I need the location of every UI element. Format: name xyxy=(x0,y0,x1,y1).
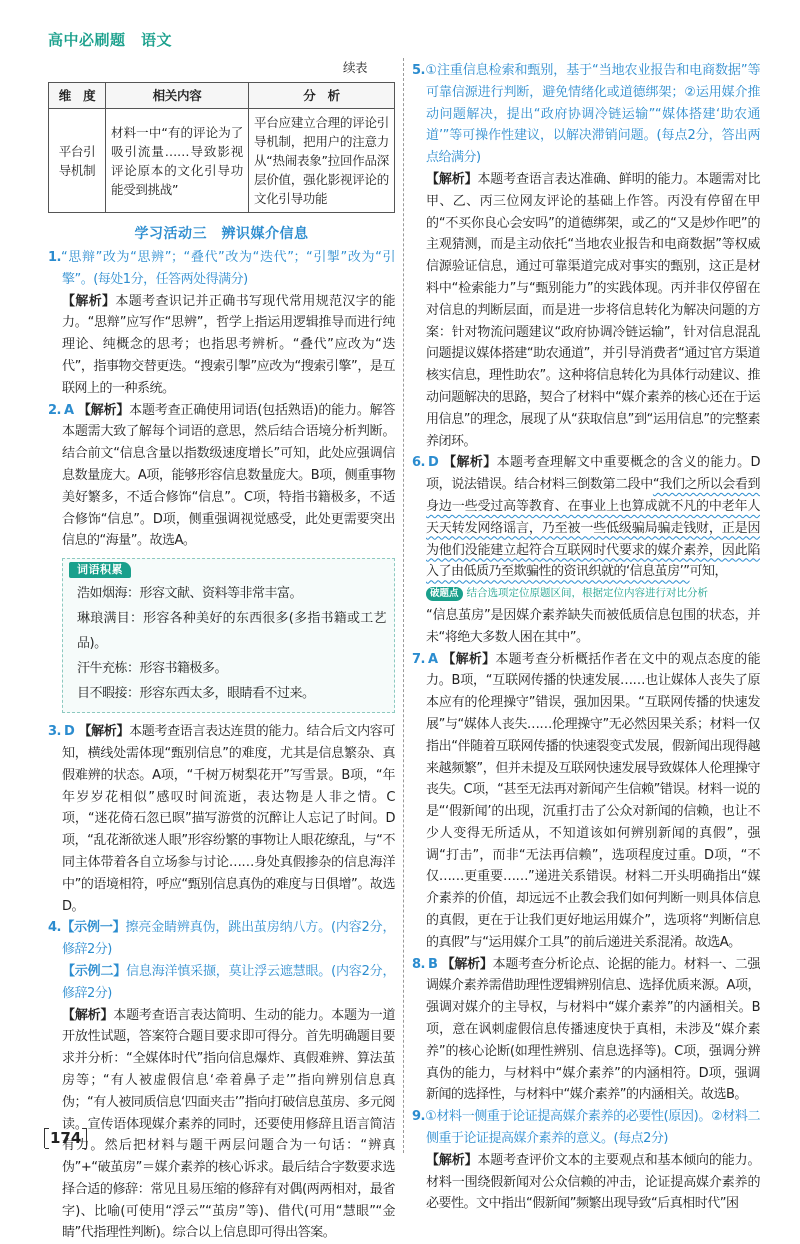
answer-choice: A xyxy=(63,402,74,418)
example-label: 【示例二】 xyxy=(62,963,127,979)
question-1 xyxy=(48,247,395,400)
analysis-paragraph xyxy=(48,721,395,917)
example-line xyxy=(48,917,395,961)
table-header-cell: 维 度 xyxy=(49,83,106,109)
analysis-label: 【解析】 xyxy=(62,1007,114,1023)
analysis-paragraph xyxy=(48,400,395,553)
answer-choice: D xyxy=(63,724,75,740)
vocab-entry: 浩如烟海：形容文献、资料等非常丰富。 xyxy=(77,586,303,602)
table-row xyxy=(49,109,395,213)
analysis-paragraph xyxy=(412,649,760,954)
answer-choice: D xyxy=(427,455,439,471)
tip-badge-icon: 破题点 xyxy=(426,587,463,601)
table-caption: 续表 xyxy=(342,60,367,75)
analysis-label: 【解析】 xyxy=(441,956,493,972)
analysis-paragraph xyxy=(62,291,395,400)
question-7 xyxy=(412,649,760,954)
analysis-paragraph xyxy=(426,169,760,452)
analysis-text: 本题考查理解文中重要概念的含义的能力。D项，说法错误。结合材料三倒数第二段中 xyxy=(426,455,760,493)
example-line xyxy=(62,961,395,1005)
question-number: 7. xyxy=(412,651,425,667)
analysis-text: 本题考查正确使用词语(包括熟语)的能力。解答本题需大致了解每个词语的意思，然后结合语境分析判断。结合前文“信息含量以指数级速度增长”可知，此处应强调信息数量庞大。A项，能够形容信息数量庞大。B项，侧重事物美好繁多，不适合修饰“信息”。C项，特指书籍极多，不适合修饰“信息”。D项，侧重强调视觉感受，此处更需要突出信息的“海量”。故选A。 xyxy=(62,402,395,549)
table-header-cell: 分 析 xyxy=(249,83,395,109)
question-number: 4. xyxy=(48,920,61,936)
question-number: 6. xyxy=(412,455,425,471)
answer-text: ①注重信息检索和甄别，基于“当地农业报告和电商数据”等可靠信源进行判断，避免情绪化或道德绑架；②运用媒介推动问题解决，提出“政府协调冷链运输”“媒体搭建‘助农通道’”等可操作性建议，以解决滞销问题。(每点2分，答出两点给满分) xyxy=(424,63,760,166)
question-3 xyxy=(48,721,395,917)
question-number: 2. xyxy=(48,402,61,418)
answer-choice: B xyxy=(427,956,438,972)
example-score: (内容2分，修辞2分) xyxy=(62,920,395,958)
underlined-quote: “我们之所以会看到身边一些受过高等教育、在事业上也算成就不凡的中老年人天天转发网络谣言，乃至被一些低级骗局骗走钱财，正是因为他们没能建立起符合互联网时代要求的媒介素养，因此陷入了由低质乃至欺骗性的资讯织就的‘信息茧房’” xyxy=(426,477,760,580)
table-cell-content: 材料一中“有的评论为了吸引流量……导致影视评论原本的文化引导功能受到挑战” xyxy=(106,109,249,213)
tip-text: 结合选项定位原题区间，根据定位内容进行对比分析 xyxy=(466,587,709,600)
example-text: 信息海洋慎采撷，莫让浮云遮慧眼。 xyxy=(126,963,332,979)
question-4 xyxy=(48,917,395,1244)
analysis-label: 【解析】 xyxy=(78,724,130,740)
question-6 xyxy=(412,452,760,648)
answer-choice: A xyxy=(427,651,438,667)
section-title: 学习活动三 辨识媒介信息 xyxy=(134,226,309,242)
question-8 xyxy=(412,954,760,1107)
question-number: 9. xyxy=(412,1109,425,1125)
continued-table xyxy=(48,82,395,213)
right-column xyxy=(412,60,760,1215)
analysis-paragraph xyxy=(412,954,760,1107)
analysis-text: 本题考查分析概括作者在文中的观点态度的能力。B项，“互联网传播的快速发展……也让媒体人丧失了原本应有的伦理操守”错误，强加因果。“互联网传播的快速发展”与“媒体人丧失……伦理操守”无必然因果关系；材料一仅指出“伴随着互联网传播的快速裂变式发展，假新闻出现得越来越频繁”，但并未提及互联网快速发展导致媒体人伦理操守丧失。C项，“甚至无法再对新闻产生信赖”错误。材料一说的是“‘假新闻’的出现，沉重打击了公众对新闻的信赖，也让不少人变得无所适从，不知道该如何辨别新闻的真假”，强调“打击”，而非“无法再信赖”，选项程度过重。D项，“不仅……更重要……”递进关系错误。材料二开头明确指出“媒介素养的价值，却远远不止教会我们如何判断一则具体信息的真假，更在于让我们更好地运用媒介”，选项将“判断信息的真假”与“运用媒介工具”的前后递进关系混淆。故选A。 xyxy=(426,651,760,950)
analysis-label: 【解析】 xyxy=(62,293,116,309)
analysis-text: 本题考查识记并正确书写现代常用规范汉字的能力。“思辩”应写作“思辨”，哲学上指运用逻辑推导而进行纯理论、纯概念的思考；也指思考辨析。“叠代”应改为“迭代”，指事物交替更迭。“搜索引掣”应改为“搜索引擎”，是互联网上的一种系统。 xyxy=(62,293,395,396)
analysis-conclusion: “信息茧房”是因媒介素养缺失而被低质信息包围的状态，并未“将绝大多数人困在其中”。 xyxy=(426,607,760,645)
analysis-label: 【解析】 xyxy=(426,1152,478,1168)
example-label: 【示例一】 xyxy=(60,920,126,936)
analysis-paragraph xyxy=(426,1150,760,1215)
answer-text: “思辩”改为“思辨”；“叠代”改为“迭代”；“引掣”改为“引擎”。(每处1分，任答两处得满分) xyxy=(60,250,395,287)
analysis-paragraph xyxy=(412,452,760,583)
book-title: 高中必刷题 语文 xyxy=(48,31,173,49)
analysis-text: 本题考查分析论点、论据的能力。材料一、二强调媒介素养需借助理性逻辑辨别信息、选择优质来源。A项，强调对媒介的主导权，与材料中“媒介素养”的内涵相关。B项，意在讽刺虚假信息传播速度快于真相，未涉及“媒介素养”的核心论断(如理性辨别、信息选择等)。C项，强调分辨真伪的能力，与材料中“媒介素养”的内涵相符。D项，强调新闻的选择性，与材料中“媒介素养”的内涵相关。故选B。 xyxy=(426,956,760,1103)
table-header-row xyxy=(49,83,395,109)
answer-line xyxy=(412,60,760,169)
vocab-box-label: 词语积累 xyxy=(69,562,131,578)
example-score: (内容2分，修辞2分) xyxy=(62,963,395,1001)
vocab-entry: 汗牛充栋：形容书籍极多。 xyxy=(77,661,228,677)
vocab-entry: 目不暇接：形容东西太多，眼睛看不过来。 xyxy=(77,686,315,702)
question-number: 1. xyxy=(48,250,61,265)
question-5 xyxy=(412,60,760,452)
example-text: 擦亮金睛辨真伪，跳出茧房纳八方。 xyxy=(125,920,331,936)
analysis-label: 【解析】 xyxy=(426,171,478,187)
solving-tip xyxy=(426,583,760,605)
question-2 xyxy=(48,400,395,714)
analysis-text: 本题考查语言表达准确、鲜明的能力。本题需对比甲、乙、丙三位网友评论的基础上作答。丙没有停留在甲的“不买你良心会安吗”的道德绑架，或乙的“又是炒作吧”的主观猜测，而是主动依托“当地农业报告和电商数据”等权威信源验证信息，通过可靠渠道完成对事实的甄别，这正是材料中“检索能力”与“甄别能力”的实践体现。丙并非仅停留在对信息的判断层面，而是进一步将信息转化为解决问题的方案：针对物流问题建议“政府协调冷链运输”，针对信息混乱问题提议媒体搭建“助农通道”，并引导消费者“通过官方渠道核实信息，理性助农”。这种将信息转化为具体行动建议、推动问题解决的思路，契合了材料中“媒介素养的核心还在于运用信息”的理念，展现了从“获取信息”到“运用信息”的完整素养闭环。 xyxy=(426,171,760,449)
analysis-label: 【解析】 xyxy=(441,651,496,667)
left-column xyxy=(48,58,395,1244)
question-number: 8. xyxy=(412,956,425,972)
analysis-text: 本题考查语言表达连贯的能力。结合后文内容可知，横线处需体现“甄别信息”的难度，尤其是信息繁杂、真假难辨的状态。A项，“千树万树梨花开”写雪景。B项，“年年岁岁花相似”感叹时间流逝，表达物是人非之情。C项，“迷花倚石忽已暝”描写游赏的沉醉让人忘记了时间。D项，“乱花渐欲迷人眼”形容纷繁的事物让人眼花缭乱，与“不同主体带着各自立场参与讨论……身处真假掺杂的信息海洋中”的语境相符，呼应“甄别信息真伪的难度与日俱增”。故选D。 xyxy=(62,724,395,914)
question-9 xyxy=(412,1106,760,1215)
question-number: 3. xyxy=(48,724,61,740)
table-cell-dimension: 平台引导机制 xyxy=(49,109,106,213)
analysis-text: 本题考查评价文本的主要观点和基本倾向的能力。材料一围绕假新闻对公众信赖的冲击，论证提高媒介素养的必要性。文中指出“假新闻”频繁出现导致“后真相时代”困 xyxy=(426,1152,760,1212)
table-header-cell: 相关内容 xyxy=(106,83,249,109)
answer-line xyxy=(48,247,395,291)
analysis-text: 可知， xyxy=(689,564,728,580)
column-divider xyxy=(403,58,404,1153)
vocab-box xyxy=(62,558,395,713)
answer-line xyxy=(412,1106,760,1150)
page-number: 174 xyxy=(44,1128,87,1148)
analysis-label: 【解析】 xyxy=(442,455,497,471)
analysis-label: 【解析】 xyxy=(77,402,130,418)
analysis-paragraph xyxy=(62,1005,395,1244)
question-number: 5. xyxy=(412,63,425,78)
analysis-text: 本题考查语言表达简明、生动的能力。本题为一道开放性试题，答案符合题目要求即可得分。首先明确题目要求并分析：“全媒体时代”指向信息爆炸、真假难辨、算法茧房等；“有人被虚假信息‘牵着鼻子走’”指向辨别信息真伪；“有人被同质信息‘四面夹击’”指向打破信息茧房、多元阅读。宣传语体现媒介素养的同时，还要使用修辞且语言简洁有力。然后把材料与题干两层问题合为一句话：“辨真伪”+“破茧房”＝媒介素养的核心诉求。最后结合字数要求选择合适的修辞：常见且易压缩的修辞有对偶(两两相对，最省字)、比喻(可使用“浮云”“茧房”等)、借代(可用“慧眼”“金睛”代指理性判断)。综合以上信息即可得出答案。 xyxy=(62,1007,395,1241)
table-cell-analysis: 平台应建立合理的评论引导机制，把用户的注意力从“热闹表象”拉回作品深层价值，强化影视评论的文化引导功能 xyxy=(249,109,395,213)
vocab-entry: 琳琅满目：形容各种美好的东西很多(多指书籍或工艺品)。 xyxy=(77,611,386,652)
answer-text: ①材料一侧重于论证提高媒介素养的必要性(原因)。②材料二侧重于论证提高媒介素养的意义。(每点2分) xyxy=(424,1109,760,1147)
